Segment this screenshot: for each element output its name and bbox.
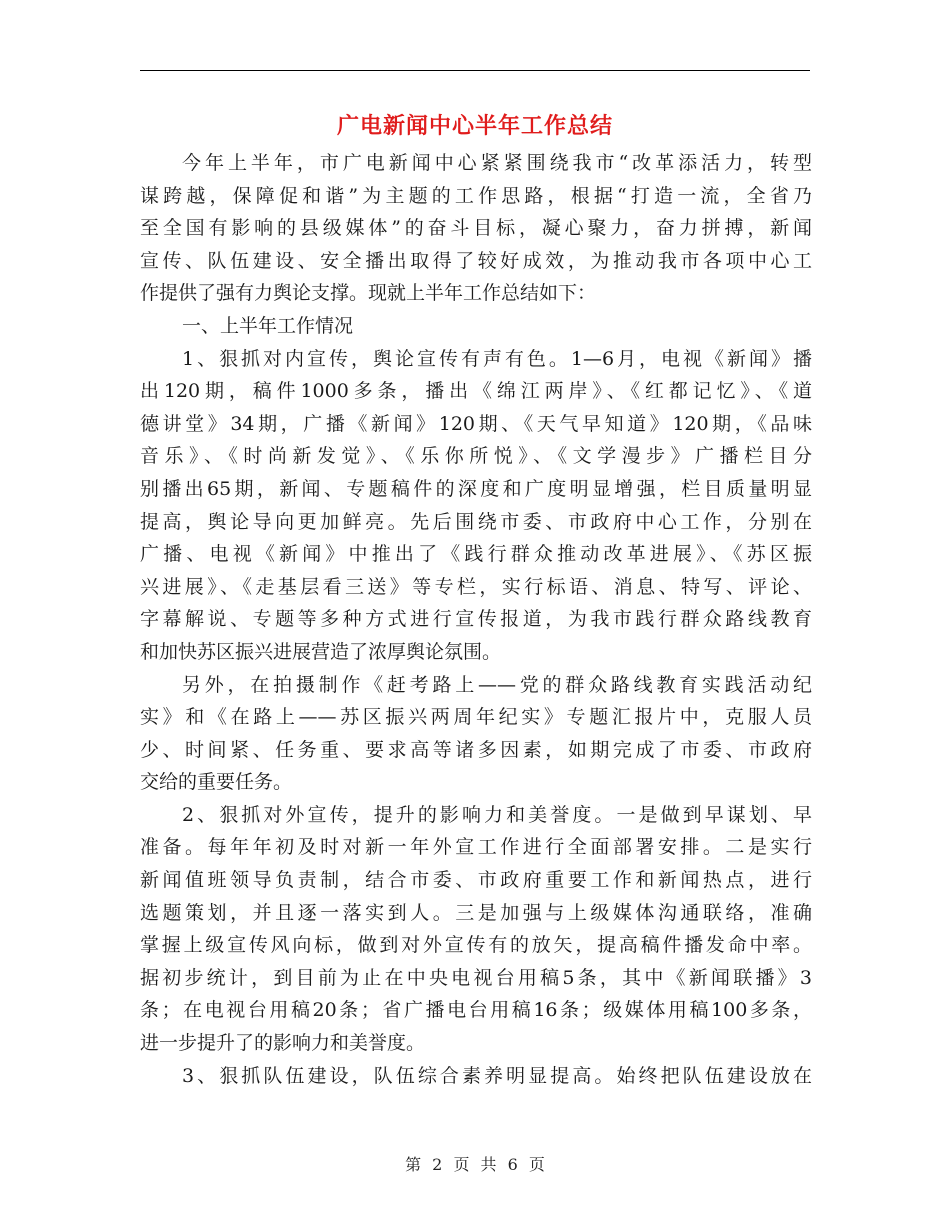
page-footer: 第 2 页 共 6 页 (405, 1155, 545, 1174)
paragraph-line: 2、狠抓对外宣传，提升的影响力和美誉度。一是做到早谋划、早 (182, 803, 812, 826)
paragraph-line: 准备。每年年初及时对新一年外宣工作进行全面部署安排。二是实行 (140, 836, 812, 859)
paragraph-line: 今年上半年，市广电新闻中心紧紧围绕我市“改革添活力，转型 (182, 152, 812, 174)
paragraph-line: 宣传、队伍建设、安全播出取得了较好成效，为推动我市各项中心工 (140, 249, 812, 272)
paragraph-line: 3、狠抓队伍建设，队伍综合素养明显提高。始终把队伍建设放在 (182, 1064, 812, 1087)
paragraph-line: 广播、电视《新闻》中推出了《践行群众推动改革进展》、《苏区振 (140, 543, 812, 566)
paragraph-line: 音乐》、《时尚新发觉》、《乐你所悦》、《文学漫步》广播栏目分 (140, 445, 812, 468)
paragraph-line: 德讲堂》34期，广播《新闻》120期、《天气早知道》120期，《品味 (140, 412, 812, 435)
paragraph-line: 新闻值班领导负责制，结合市委、市政府重要工作和新闻热点，进行 (140, 869, 812, 892)
section-heading: 一、上半年工作情况 (182, 314, 354, 337)
paragraph-line: 1、狠抓对内宣传，舆论宣传有声有色。1—6月，电视《新闻》播 (182, 347, 812, 370)
paragraph-line: 别播出65期，新闻、专题稿件的深度和广度明显增强，栏目质量明显 (140, 477, 812, 500)
document-title: 广电新闻中心半年工作总结 (336, 113, 613, 139)
paragraph-line: 据初步统计，到目前为止在中央电视台用稿5条，其中《新闻联播》3 (140, 966, 812, 989)
paragraph-line: 出120期，稿件1000多条，播出《绵江两岸》、《红都记忆》、《道 (140, 380, 812, 403)
paragraph-line: 作提供了强有力舆论支撑。现就上半年工作总结如下： (140, 282, 597, 305)
paragraph-line: 实》和《在路上——苏区振兴两周年纪实》专题汇报片中，克服人员 (140, 706, 812, 729)
paragraph-line: 谋跨越，保障促和谐”为主题的工作思路，根据“打造一流，全省乃 (140, 184, 812, 207)
paragraph-line: 进一步提升了的影响力和美誉度。 (140, 1032, 426, 1055)
header-rule (140, 70, 810, 71)
paragraph-line: 至全国有影响的县级媒体”的奋斗目标，凝心聚力，奋力拼搏，新闻 (140, 217, 812, 240)
paragraph-line: 字幕解说、专题等多种方式进行宣传报道，为我市践行群众路线教育 (140, 608, 812, 631)
paragraph-line: 和加快苏区振兴进展营造了浓厚舆论氛围。 (140, 640, 502, 663)
paragraph-line: 条；在电视台用稿20条；省广播电台用稿16条；级媒体用稿100多条， (140, 999, 812, 1022)
paragraph-line: 兴进展》、《走基层看三送》等专栏，实行标语、消息、特写、评论、 (140, 575, 812, 598)
paragraph-line: 提高，舆论导向更加鲜亮。先后围绕市委、市政府中心工作，分别在 (140, 510, 812, 533)
paragraph-line: 选题策划，并且逐一落实到人。三是加强与上级媒体沟通联络，准确 (140, 901, 812, 924)
paragraph-line: 另外，在拍摄制作《赶考路上——党的群众路线教育实践活动纪 (182, 673, 812, 696)
paragraph-line: 掌握上级宣传风向标，做到对外宣传有的放矢，提高稿件播发命中率。 (140, 934, 812, 957)
paragraph-line: 交给的重要任务。 (140, 771, 293, 794)
paragraph-line: 少、时间紧、任务重、要求高等诸多因素，如期完成了市委、市政府 (140, 738, 812, 761)
document-body (140, 147, 812, 1092)
